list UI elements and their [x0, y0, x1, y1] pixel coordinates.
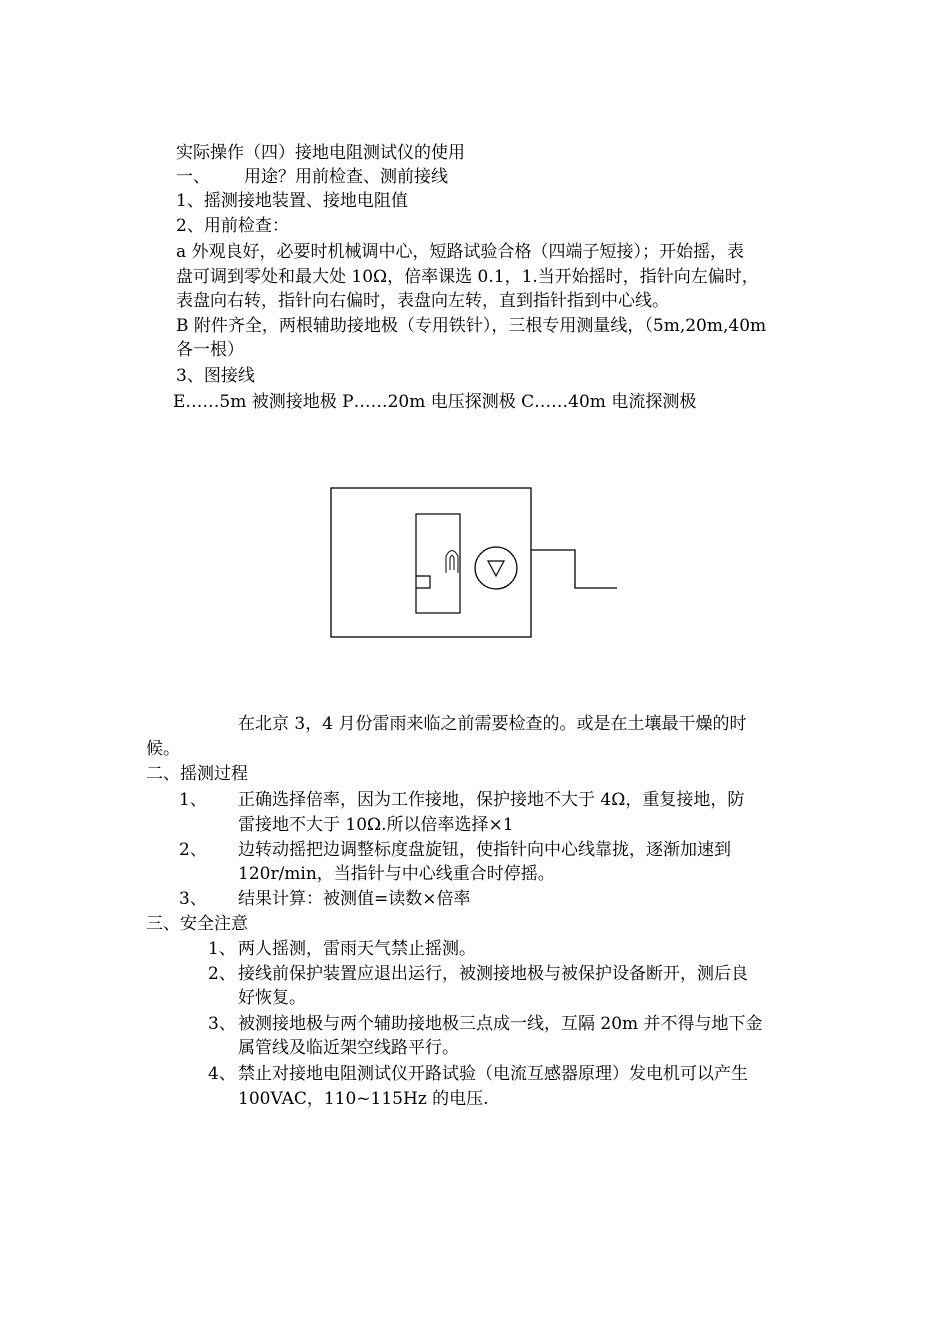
- para-b-line-1: B 附件齐全，两根辅助接地极（专用铁针），三根专用测量线，（5m,20m,40m: [176, 316, 767, 336]
- s3-item-4-line-1: 禁止对接地电阻测试仪开路试验（电流互感器原理）发电机可以产生: [238, 1064, 748, 1084]
- s2-item-1-line-2: 雷接地不大于 10Ω.所以倍率选择×1: [238, 815, 514, 835]
- para-a-line-1: a 外观良好，必要时机械调中心，短路试验合格（四端子短接）；开始摇，表: [176, 242, 745, 262]
- s3-item-3-marker: 3、: [208, 1014, 236, 1034]
- s3-item-3-line-2: 属管线及临近架空线路平行。: [238, 1038, 459, 1058]
- tester-inner-panel: [416, 514, 460, 613]
- section-2-heading: 二、摇测过程: [146, 764, 248, 784]
- s2-item-2-line-1: 边转动摇把边调整标度盘旋钮，使指针向中心线靠拢，逐渐加速到: [238, 840, 731, 860]
- item-1: 1、摇测接地装置、接地电阻值: [176, 191, 408, 211]
- para-b-line-2: 各一根）: [176, 340, 244, 360]
- s3-item-1-marker: 1、: [208, 939, 236, 959]
- note-line-1: 在北京 3，4 月份雷雨来临之前需要检查的。或是在土壤最干燥的时: [238, 714, 747, 734]
- s2-item-1-marker: 1、: [179, 790, 207, 810]
- arc-icon: [446, 551, 458, 574]
- section-3-heading: 三、安全注意: [146, 914, 248, 934]
- s2-item-2-line-2: 120r/min，当指针与中心线重合时停摇。: [238, 864, 555, 884]
- ground-lead: [531, 550, 617, 588]
- tester-outer-box: [331, 488, 531, 637]
- terminal-icon: [416, 576, 430, 588]
- s2-item-2-marker: 2、: [179, 840, 207, 860]
- note-line-2: 候。: [146, 739, 180, 759]
- section-1-text: 用途？用前检查、测前接线: [244, 167, 448, 187]
- s3-item-4-line-2: 100VAC，110~115Hz 的电压.: [238, 1089, 489, 1109]
- para-a-line-3: 表盘向右转，指针向右偏时，表盘向左转，直到指针指到中心线。: [176, 291, 669, 311]
- wiring-line: E……5m 被测接地极 P……20m 电压探测极 C……40m 电流探测极: [173, 392, 697, 412]
- s3-item-2-marker: 2、: [208, 964, 236, 984]
- s2-item-3-marker: 3、: [179, 889, 207, 909]
- s3-item-1-line-1: 两人摇测，雷雨天气禁止摇测。: [238, 939, 476, 959]
- s3-item-3-line-1: 被测接地极与两个辅助接地极三点成一线，互隔 20m 并不得与地下金: [238, 1014, 763, 1034]
- s3-item-2-line-2: 好恢复。: [238, 988, 306, 1008]
- triangle-down-icon: [488, 561, 504, 576]
- s3-item-2-line-1: 接线前保护装置应退出运行，被测接地极与被保护设备断开，测后良: [238, 964, 748, 984]
- item-2: 2、用前检查：: [176, 216, 289, 236]
- para-a-line-2: 盘可调到零处和最大处 10Ω，倍率课选 0.1，1.当开始摇时，指针向左偏时，: [176, 267, 759, 287]
- meter-dial-icon: [475, 547, 517, 589]
- item-3: 3、图接线: [176, 366, 255, 386]
- section-1-marker: 一、: [176, 167, 210, 187]
- doc-title: 实际操作（四）接地电阻测试仪的使用: [176, 143, 465, 163]
- s3-item-4-marker: 4、: [208, 1064, 236, 1084]
- s2-item-1-line-1: 正确选择倍率，因为工作接地，保护接地不大于 4Ω，重复接地，防: [238, 790, 745, 810]
- s2-item-3-line-1: 结果计算：被测值=读数×倍率: [238, 889, 471, 909]
